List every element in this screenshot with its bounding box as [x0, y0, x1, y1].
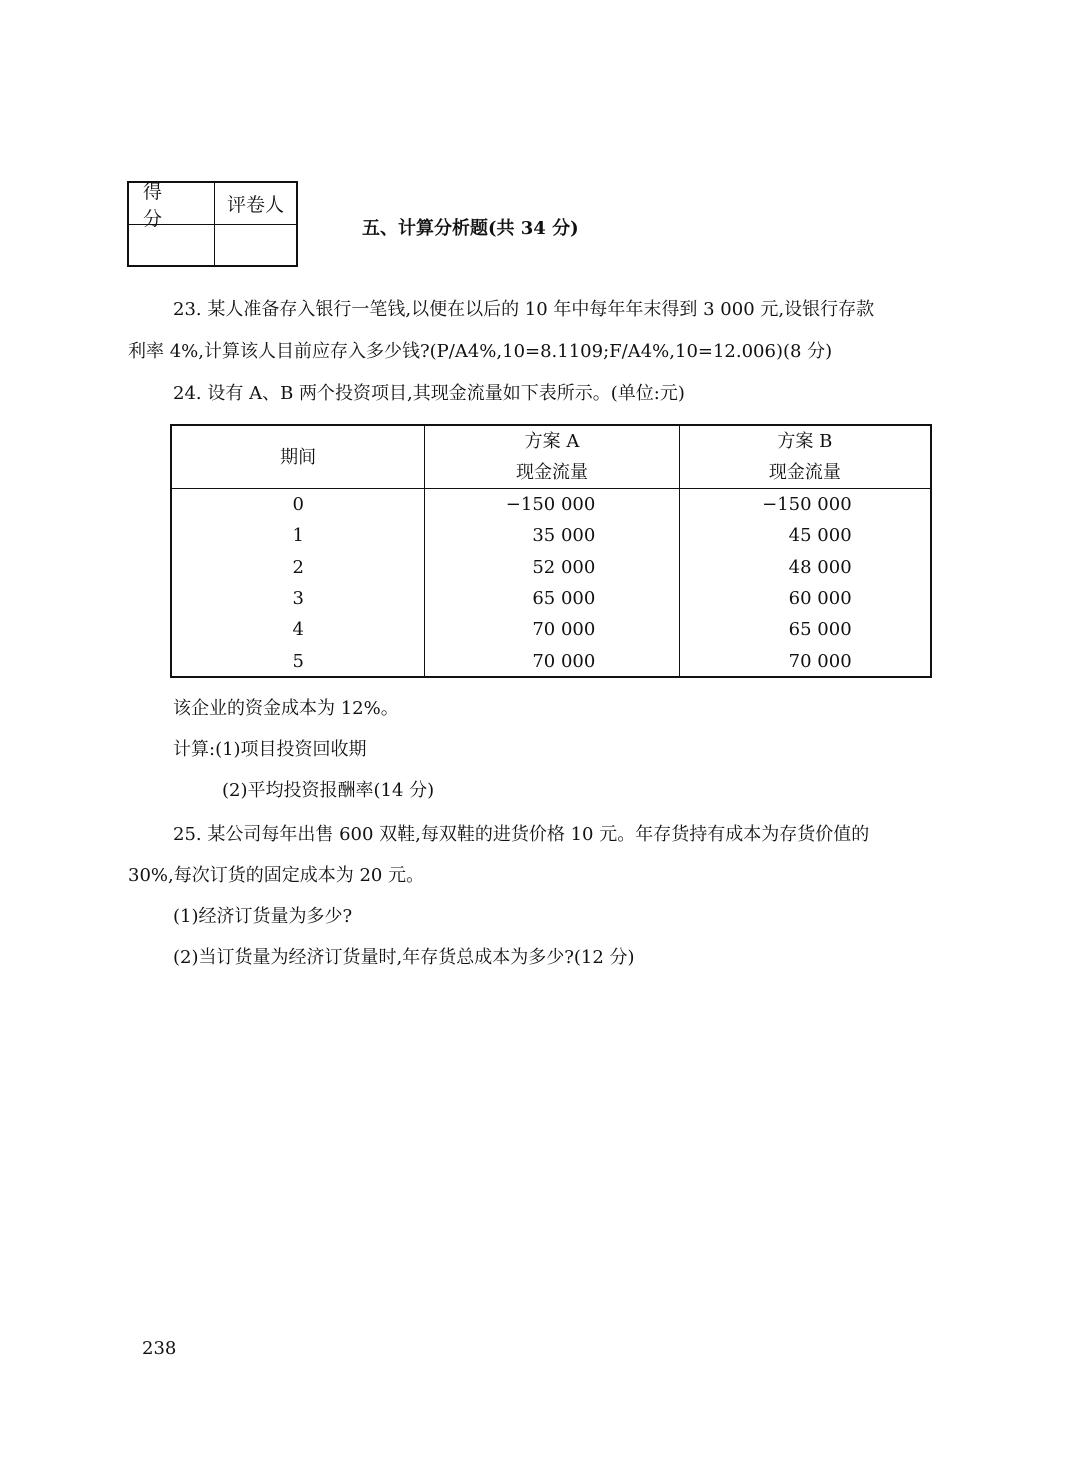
cell-period: 3 [292, 588, 304, 610]
cell-plan-a: 35 000 [532, 525, 596, 547]
calc-item-2: (2)平均投资报酬率(14 分) [222, 780, 435, 801]
cell-plan-b: 70 000 [788, 650, 852, 672]
section-title: 五、计算分析题(共 34 分) [362, 218, 579, 239]
header-plan-b: 方案 B 现金流量 [679, 426, 930, 488]
cell-plan-a: 70 000 [532, 650, 596, 672]
cell-period: 0 [292, 494, 304, 516]
cell-plan-b: 48 000 [788, 556, 852, 578]
cell-plan-a: 65 000 [532, 588, 596, 610]
cell-plan-a: 52 000 [532, 556, 596, 578]
score-box [127, 181, 298, 267]
cell-plan-a: 70 000 [532, 619, 596, 641]
cell-period: 1 [292, 525, 304, 547]
table-row [172, 520, 930, 551]
table-row [172, 583, 930, 614]
header-period: 期间 [280, 446, 317, 468]
header-plan-a: 方案 A 现金流量 [424, 426, 678, 488]
cell-plan-a: −150 000 [505, 494, 596, 516]
page-number: 238 [142, 1338, 177, 1359]
cell-plan-b: −150 000 [762, 494, 852, 516]
cell-plan-b: 45 000 [788, 525, 852, 547]
q23-line1: 23. 某人准备存入银行一笔钱,以便在以后的 10 年中每年年末得到 3 000 元,设银行存款 [173, 299, 875, 320]
grader-label: 评卷人 [215, 183, 296, 225]
cell-period: 4 [292, 619, 304, 641]
cash-flow-table [170, 424, 932, 678]
cell-plan-b: 60 000 [788, 588, 852, 610]
grader-field [215, 225, 296, 265]
score-field [129, 225, 215, 265]
q24-intro: 24. 设有 A、B 两个投资项目,其现金流量如下表所示。(单位:元) [173, 383, 685, 404]
table-body [172, 489, 930, 677]
cell-period: 2 [292, 556, 304, 578]
q25-sub2: (2)当订货量为经济订货量时,年存货总成本为多少?(12 分) [173, 947, 635, 968]
table-row [172, 614, 930, 645]
q23-line2: 利率 4%,计算该人目前应存入多少钱?(P/A4%,10=8.1109;F/A4%,10=12.006)(8 分) [128, 341, 833, 362]
q25-line2: 30%,每次订货的固定成本为 20 元。 [128, 865, 425, 886]
cell-plan-b: 65 000 [788, 619, 852, 641]
table-row [172, 645, 930, 676]
table-row [172, 552, 930, 583]
cost-of-capital: 该企业的资金成本为 12%。 [173, 698, 399, 719]
table-row [172, 489, 930, 520]
q25-sub1: (1)经济订货量为多少? [173, 906, 353, 927]
calc-item-1: 计算:(1)项目投资回收期 [173, 739, 367, 760]
cell-period: 5 [292, 650, 304, 672]
q25-line1: 25. 某公司每年出售 600 双鞋,每双鞋的进货价格 10 元。年存货持有成本为存货价值的 [173, 824, 870, 845]
table-header [172, 426, 930, 489]
score-label: 得 分 [129, 183, 215, 225]
